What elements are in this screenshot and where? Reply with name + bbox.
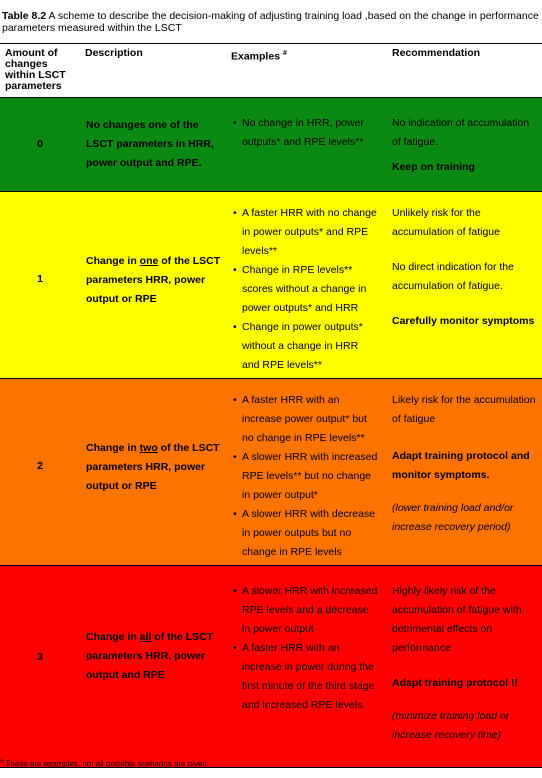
row-examples (227, 98, 382, 192)
desc-post: of the LSCT parameters HRR, power output or RPE (86, 255, 221, 305)
row-description (80, 379, 227, 566)
rec-italic: (lower training load and/or increase recovery period) (392, 502, 514, 533)
table-footnote (0, 758, 207, 769)
table-row-0 (0, 98, 542, 192)
rec-bold: Carefully monitor symptoms (392, 315, 535, 327)
rec-italic: (minimize training load or increase recovery time) (392, 710, 510, 741)
rec-text: Unlikely risk for the accumulation of fatigue (392, 207, 500, 238)
desc-underlined: two (139, 442, 158, 454)
rec-text-2: No direct indication for the accumulation of fatigue. (392, 261, 514, 292)
row-amount: 0 (0, 98, 80, 192)
row-examples (227, 379, 382, 566)
example-item: • A faster HRR with an increase power output* but no change in RPE levels** (233, 391, 378, 448)
rec-bold: Adapt training protocol and monitor symptoms. (392, 450, 530, 481)
row-amount: 3 (0, 566, 80, 768)
header-row (0, 44, 542, 98)
header-examples-label: Examples (231, 50, 281, 63)
row-recommendation (382, 379, 542, 566)
rec-bold: Keep on training (392, 161, 475, 173)
rec-bold: Adapt training protocol !! (392, 677, 518, 689)
rec-text: No indication of accumulation of fatigue. (392, 117, 530, 148)
desc-post: of the LSCT parameters HRR, power output and RPE (86, 631, 214, 681)
desc-underlined: all (139, 631, 152, 643)
desc-pre: Change in (86, 631, 140, 643)
row-description (80, 98, 227, 192)
header-examples (227, 44, 382, 98)
decision-table (0, 43, 542, 768)
row-description (80, 566, 227, 768)
example-item: • A faster HRR with an increase in power during the first minute of the third stage and increased RPE levels. (233, 639, 378, 715)
example-item: • A slower HRR with increased RPE levels and a decrease in power output (233, 582, 378, 639)
row-recommendation (382, 98, 542, 192)
desc-text: No changes one of the LSCT parameters in HRR, power output and RPE. (86, 119, 214, 169)
header-amount: Amount of changes within LSCT parameters (0, 44, 80, 98)
footnote-mark: # (0, 759, 4, 765)
example-item: • A slower HRR with decrease in power outputs but no change in RPE levels (233, 505, 378, 562)
table-row-1 (0, 192, 542, 379)
desc-pre: Change in (86, 442, 140, 454)
row-examples (227, 566, 382, 768)
row-examples (227, 192, 382, 379)
rec-text: Highly likely risk of the accumulation of fatigue with detrimental effects on performance (392, 585, 522, 654)
table-row-2 (0, 379, 542, 566)
example-item: • Change in power outputs* without a change in HRR and RPE levels** (233, 318, 378, 375)
row-amount: 2 (0, 379, 80, 566)
example-item: • A faster HRR with no change in power outputs* and RPE levels** (233, 204, 378, 261)
header-description: Description (80, 44, 227, 98)
header-examples-mark: # (282, 50, 287, 57)
desc-pre: Change in (86, 255, 140, 267)
row-recommendation (382, 566, 542, 768)
example-item: • No change in HRR, power outputs* and RPE levels** (233, 114, 378, 152)
header-recommendation: Recommendation (382, 44, 542, 98)
table-caption (2, 10, 540, 34)
desc-underlined: one (139, 255, 159, 267)
footnote-text: These are examples, not all possible scenarios are given (3, 759, 207, 769)
table-row-3 (0, 566, 542, 768)
rec-text: Likely risk for the accumulation of fatigue (392, 394, 536, 425)
row-recommendation (382, 192, 542, 379)
desc-post: of the LSCT parameters HRR, power output or RPE (86, 442, 220, 492)
table-label: Table 8.2 (2, 10, 47, 22)
row-amount: 1 (0, 192, 80, 379)
row-description (80, 192, 227, 379)
example-item: • Change in RPE levels** scores without a change in power outputs* and HRR (233, 261, 378, 318)
example-item: • A slower HRR with increased RPE levels** but no change in power output* (233, 448, 378, 505)
table-title: A scheme to describe the decision-making of adjusting training load ,based on the change in performance parameters measured within the LSCT (2, 10, 539, 34)
